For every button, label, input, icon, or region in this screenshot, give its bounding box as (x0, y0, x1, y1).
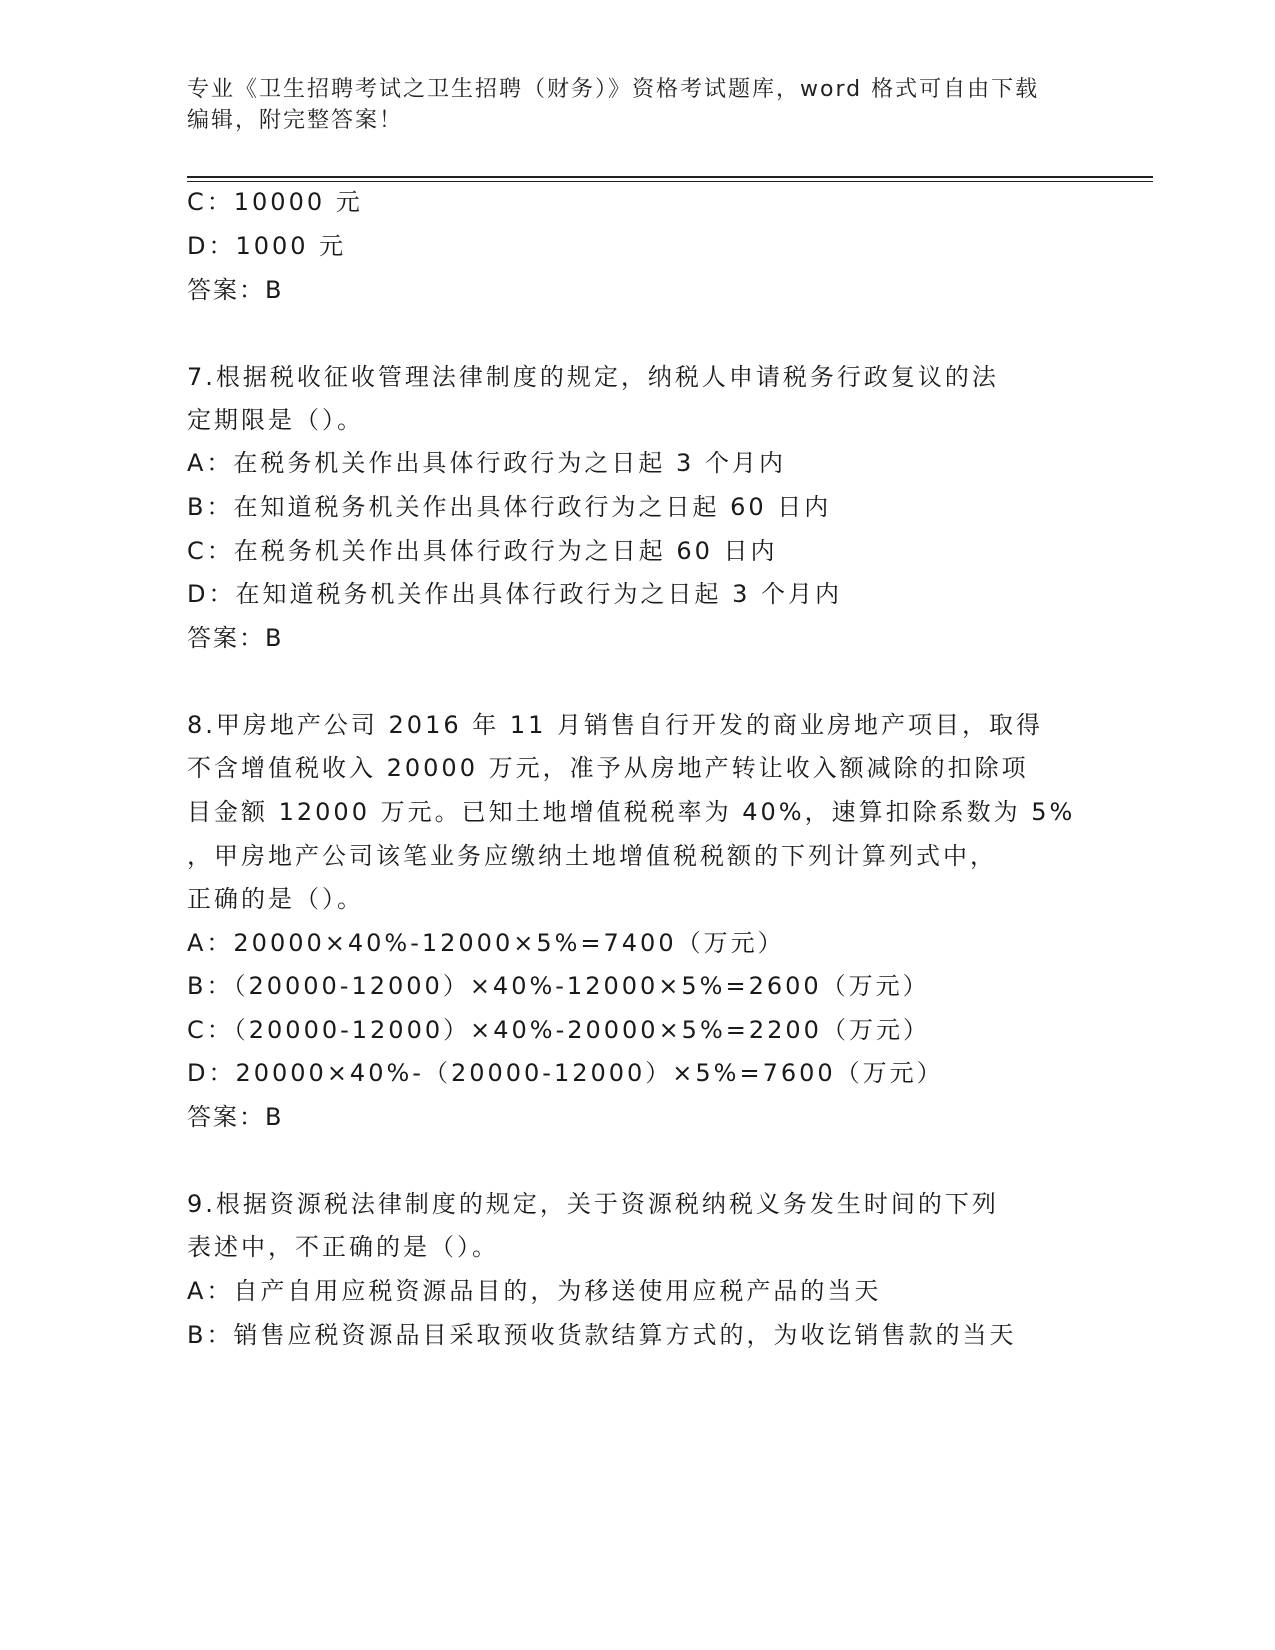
q8-option-c: C：（20000-12000）×40%-20000×5%=2200（万元） (187, 1016, 930, 1044)
q8-stem-line-1: 8.甲房地产公司 2016 年 11 月销售自行开发的商业房地产项目，取得 (187, 711, 1044, 739)
q8-stem-line-4: ，甲房地产公司该笔业务应缴纳土地增值税税额的下列计算列式中， (187, 842, 997, 870)
q9-option-a: A：自产自用应税资源品目的，为移送使用应税产品的当天 (187, 1277, 882, 1305)
header-line-2: 编辑，附完整答案！ (187, 108, 404, 133)
q7-option-b: B：在知道税务机关作出具体行政行为之日起 60 日内 (187, 493, 832, 521)
q8-stem-line-3: 目金额 12000 万元。已知土地增值税税率为 40%，速算扣除系数为 5% (187, 798, 1076, 826)
q9-option-b: B：销售应税资源品目采取预收货款结算方式的，为收讫销售款的当天 (187, 1321, 1017, 1349)
q8-option-a: A：20000×40%-12000×5%=7400（万元） (187, 929, 785, 957)
q7-option-d: D：在知道税务机关作出具体行政行为之日起 3 个月内 (187, 580, 843, 608)
q8-option-b: B：（20000-12000）×40%-12000×5%=2600（万元） (187, 972, 930, 1000)
q8-stem-line-2: 不含增值税收入 20000 万元，准予从房地产转让收入额减除的扣除项 (187, 754, 1029, 782)
q7-answer: 答案：B (187, 624, 284, 652)
header-line-1: 专业《卫生招聘考试之卫生招聘（财务）》资格考试题库，word 格式可自由下载 (187, 77, 1040, 102)
header-divider-thin (187, 181, 1153, 182)
q6-option-c: C：10000 元 (187, 188, 363, 216)
document-header (187, 74, 1067, 136)
q7-option-a: A：在税务机关作出具体行政行为之日起 3 个月内 (187, 449, 786, 477)
q9-stem-line-2: 表述中，不正确的是（）。 (187, 1233, 499, 1261)
q7-stem-line-1: 7.根据税收征收管理法律制度的规定，纳税人申请税务行政复议的法 (187, 363, 999, 391)
q7-stem-line-2: 定期限是（）。 (187, 406, 364, 434)
q9-stem-line-1: 9.根据资源税法律制度的规定，关于资源税纳税义务发生时间的下列 (187, 1190, 999, 1218)
q6-option-d: D：1000 元 (187, 232, 347, 260)
q8-answer: 答案：B (187, 1103, 284, 1131)
q8-option-d: D：20000×40%-（20000-12000）×5%=7600（万元） (187, 1059, 944, 1087)
q6-answer: 答案：B (187, 276, 284, 304)
q7-option-c: C：在税务机关作出具体行政行为之日起 60 日内 (187, 537, 778, 565)
header-divider-thick (187, 176, 1153, 178)
q8-stem-line-5: 正确的是（）。 (187, 885, 364, 913)
